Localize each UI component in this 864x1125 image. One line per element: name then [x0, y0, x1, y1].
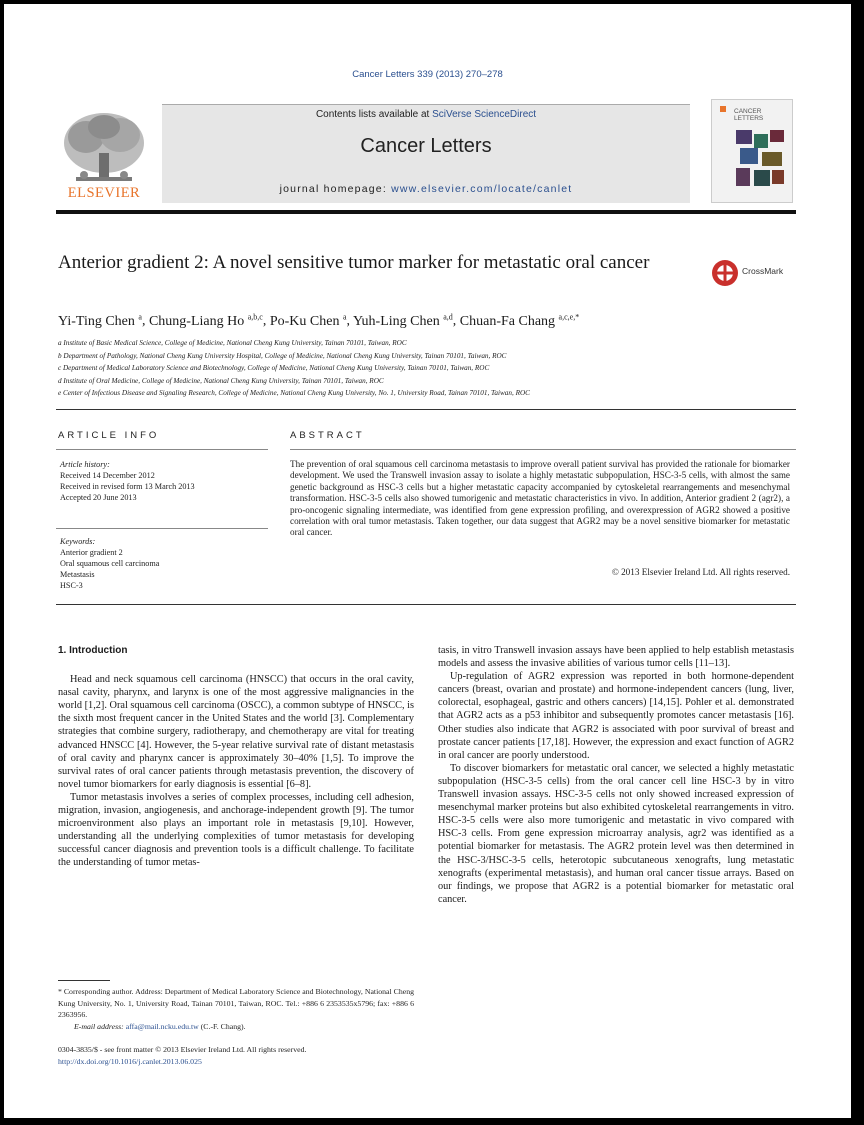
right-column — [438, 644, 794, 906]
keyword: HSC-3 — [60, 581, 83, 590]
affiliation-e: e Center of Infectious Disease and Signaling Research, College of Medicine, National Cheng Kung University, No. 1, University Road, Tainan 70101, Taiwan, ROC — [58, 389, 530, 397]
keyword: Oral squamous cell carcinoma — [60, 559, 160, 568]
author-3: Po-Ku Chen $^a$ — [269, 312, 347, 329]
keywords-rule — [56, 528, 268, 529]
author-2: Chung-Liang Ho $^{a,b,c}$ — [148, 312, 263, 329]
abstract-rule — [290, 449, 796, 450]
cover-title-line2: LETTERS — [734, 115, 764, 122]
paragraph: Up-regulation of AGR2 expression was reported in both hormone-dependent cancers (breast, ovarian and prostate) and hormone-independent cancers (lung, liver, colorectal, esophageal, gastric and others cancers) [14,15]. Pohler et al. demonstrated that AGR2 acts as a p53 inhibitor and subsequently promotes cancer metastasis [16]. Other studies also indicate that AGR2 is associated with poor survival of breast and prostate cancer patients [17,18]. However, the expression and exact function of AGR2 in oral cancer are poorly understood. — [438, 671, 794, 761]
accepted-date: Accepted 20 June 2013 — [60, 493, 137, 502]
crossmark-icon[interactable] — [711, 259, 739, 287]
contents-prefix: Contents lists available at — [315, 109, 433, 120]
sciencedirect-link[interactable]: SciVerse ScienceDirect — [432, 109, 537, 120]
left-column — [58, 644, 414, 870]
affiliation-c: c Department of Medical Laboratory Science and Biotechnology, College of Medicine, National Cheng Kung University, Tainan 70101, Taiwan, ROC — [58, 364, 490, 372]
author-4: Yuh-Ling Chen $^{a,d}$ — [353, 312, 453, 329]
footnote-rule — [58, 980, 110, 981]
header-rule — [56, 210, 796, 214]
issn-line: 0304-3835/$ - see front matter © 2013 Elsevier Ireland Ltd. All rights reserved. — [58, 1045, 307, 1054]
abstract-copyright: © 2013 Elsevier Ireland Ltd. All rights reserved. — [611, 567, 790, 577]
cover-title-line1: CANCER — [734, 108, 762, 115]
keyword: Anterior gradient 2 — [60, 548, 123, 557]
journal-citation[interactable]: Cancer Letters 339 (2013) 270–278 — [352, 69, 503, 80]
crossmark-label[interactable]: CrossMark — [742, 266, 784, 276]
article-title: Anterior gradient 2: A novel sensitive tumor marker for metastatic oral cancer — [58, 252, 650, 273]
author-1: Yi-Ting Chen $^a$ — [58, 312, 142, 329]
affiliation-rule — [56, 409, 796, 410]
paragraph: Tumor metastasis involves a series of complex processes, including cell adhesion, migration, invasion, angiogenesis, and anchorage-independent growth [9]. The tumor microenvironment also plays an important role in metastasis [9,10]. However, understanding all the underlying complexities of tumor metastasis for developing successful cancer diagnosis and prevention tools is a difficult challenge. To facilitate the understanding of tumor metas- — [58, 791, 414, 869]
elsevier-wordmark: ELSEVIER — [67, 185, 141, 201]
homepage-link[interactable]: www.elsevier.com/locate/canlet — [391, 183, 573, 195]
paragraph: Head and neck squamous cell carcinoma (HNSCC) that occurs in the oral cavity, nasal cavity, pharynx, and larynx is one of the most aggressive malignancies in the world [1,2]. Oral squamous cell carcinoma (OSCC), a common subtype of HNSCC, is the sixth most frequent cancer in the United States and the world [3]. Complementary strategies that combine surgery, radiotherapy, and chemotherapy are vital for treating advanced HNSCC [4]. However, the 5-year relative survival rate of distant metastasis of oral cavity and pharynx cancer is approximately 30–40% [1,5]. To improve the survival rates of oral cancer patients through metastasis prevention, the discovery of novel tumor biomarkers for early diagnosis is essential [6–8]. — [58, 674, 414, 790]
journal-homepage — [162, 183, 690, 195]
article-history — [60, 459, 270, 503]
front-matter — [58, 1044, 458, 1067]
article-page — [4, 4, 851, 1118]
email-link[interactable]: affa@mail.ncku.edu.tw — [125, 1021, 199, 1031]
abstract-heading: ABSTRACT — [290, 430, 365, 441]
journal-cover-thumbnail — [711, 99, 793, 203]
article-info-heading: ARTICLE INFO — [58, 430, 160, 441]
revised-date: Received in revised form 13 March 2013 — [60, 482, 195, 491]
paragraph: tasis, in vitro Transwell invasion assays have been applied to help establish metastasis models and assess the invasive abilities of various tumor cells [11–13]. — [438, 645, 794, 670]
abstract-text: The prevention of oral squamous cell carcinoma metastasis to improve overall patient survival has provided the rationale for biomarker development. We used the Transwell invasion assay to isolate a highly metastatic subpopulation, HSC-3-5 cells, with almost the same genetic background as HSC-3 cells but a higher metastatic capacity accompanied by cytoskeletal rearrangements and mesenchymal transformation. HSC-3-5 cells also showed tumorigenic and metastatic characteristics in vivo. In addition, Anterior gradient 2 (agr2), a pro-oncogenic signaling intermediate, was identified from gene expression profiling, and overexpression of AGR2 showed a positive correlation with oral tumor metastasis. Taken together, our data suggest that AGR2 may be a novel sensitive biomarker for metastatic oral cancer. — [290, 459, 790, 538]
email-line: E-mail address: affa@mail.ncku.edu.tw (C.-F. Chang). — [74, 1021, 246, 1031]
section-heading-introduction: 1. Introduction — [58, 645, 128, 656]
keywords-block — [60, 536, 270, 591]
author-5: Chuan-Fa Chang $^{a,c,e,*}$ — [459, 312, 580, 329]
affiliations — [58, 337, 798, 400]
affiliation-d: d Institute of Oral Medicine, College of Medicine, National Cheng Kung University, Tainan 70101, Taiwan, ROC — [58, 376, 384, 385]
article-info-rule — [56, 449, 268, 450]
corresponding-author-note — [58, 986, 414, 1032]
received-date: Received 14 December 2012 — [60, 471, 155, 480]
affiliation-b: b Department of Pathology, National Cheng Kung University Hospital, College of Medicine, National Cheng Kung University, Tainan 70101, Taiwan, ROC — [58, 351, 507, 360]
homepage-prefix: journal homepage: — [279, 183, 392, 195]
keyword: Metastasis — [60, 570, 95, 579]
keywords-label: Keywords: — [60, 537, 96, 546]
corresponding-author: * Corresponding author. Address: Department of Medical Laboratory Science and Biotechnology, National Cheng Kung University, No. 1, University Road, Tainan 70101, Taiwan, ROC. Tel.: +886 6 2353535x5796; fax: +886 6 2363956. — [58, 987, 414, 1019]
author-list: Yi-Ting Chen $^a$, Chung-Liang Ho $^{a,b,c}$, Po-Ku Chen $^a$, Yuh-Ling Chen $^{a,d}$, Chuan-Fa Chang $^{a,c,e,*}$ — [58, 312, 580, 329]
contents-line — [162, 109, 690, 120]
history-label: Article history: — [60, 460, 110, 469]
paragraph: To discover biomarkers for metastatic oral cancer, we selected a highly metastatic subpopulation (HSC-3-5 cells) from the oral cancer cell line HSC-3 by in vitro Transwell invasion assays. HSC-3-5 cells not only showed increased expression of mesenchymal marker proteins but also exhibited cytoskeletal rearrangements in vitro. HSC-3-5 cells were also more tumorigenic and metastatic in vivo compared with HSC-3 cells. From gene expression microarray analysis, agr2 was identified as a potential biomarker for metastasis. The AGR2 protein level was then determined in the HSC-3/HSC-3-5 cells, heterotopic subcutaneous xenografts, lung metastatic xenografts (experimental metastasis), and human oral cancer tissue arrays. Based on our findings, we propose that AGR2 is a potential biomarker for metastatic oral cancer. — [438, 762, 794, 905]
abstract-bottom-rule — [56, 604, 796, 605]
journal-name: Cancer Letters — [360, 135, 492, 157]
doi-link[interactable]: http://dx.doi.org/10.1016/j.canlet.2013.06.025 — [58, 1056, 202, 1066]
affiliation-a: a Institute of Basic Medical Science, College of Medicine, National Cheng Kung University, Tainan 70101, Taiwan, ROC — [58, 339, 407, 347]
